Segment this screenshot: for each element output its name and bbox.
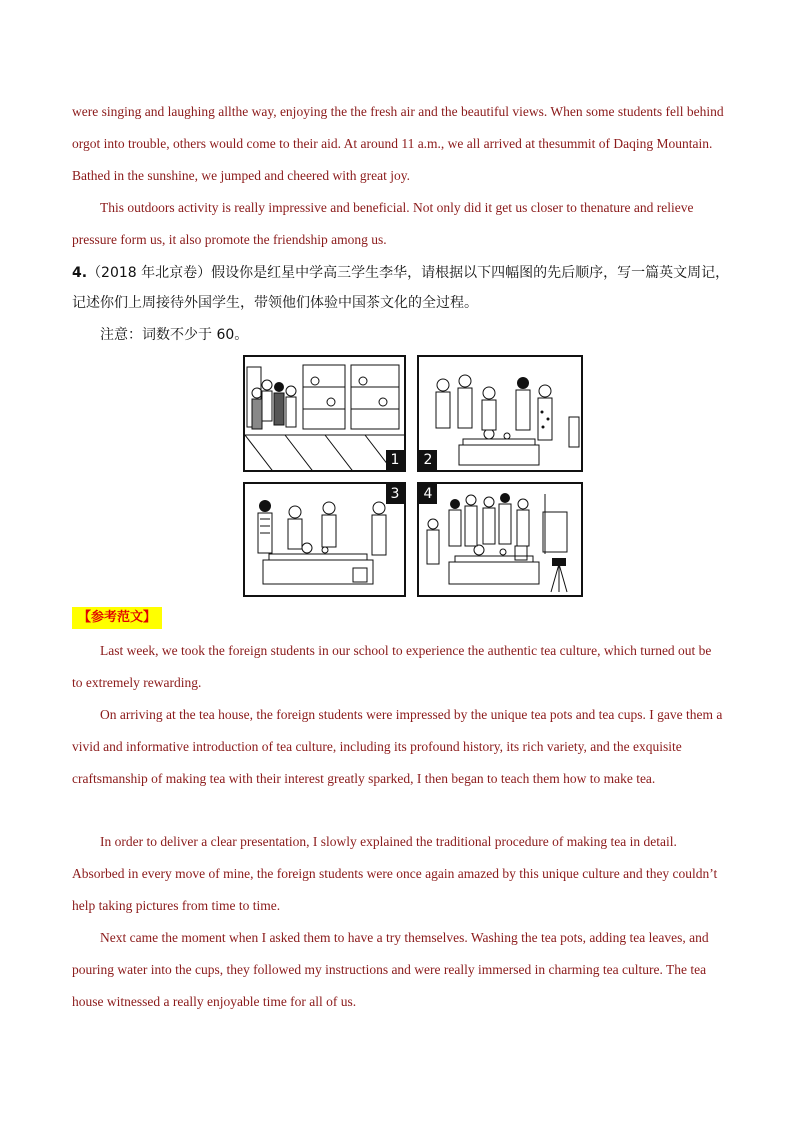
comic-panel-3 xyxy=(243,482,406,597)
reference-paragraph-4: Next came the moment when I asked them to have a try themselves. Washing the tea pots, adding tea leaves, and pouring water into the cups, they followed my instructions and were really immersed in charming tea culture. The tea house witnessed a really enjoyable time for all of us. xyxy=(72,930,709,1009)
comic-panel-4 xyxy=(417,482,583,597)
panel-number-1: 1 xyxy=(386,450,404,470)
reference-paragraph-1: Last week, we took the foreign students in our school to experience the authentic tea culture, which turned out be to extremely rewarding. xyxy=(72,643,712,690)
question-text: （2018 年北京卷）假设你是红星中学高三学生李华，请根据以下四幅图的先后顺序，写一篇英文周记，记述你们上周接待外国学生，带领他们体验中国茶文化的全过程。 xyxy=(72,265,730,311)
essay-paragraph-2: This outdoors activity is really impressive and beneficial. Not only did it get us closer to thenature and relieve pressure form us, it also promote the friendship among us. xyxy=(72,200,694,247)
question-number: 4. xyxy=(72,265,88,281)
tea-demonstration-illustration xyxy=(245,484,406,597)
essay-paragraph-1: were singing and laughing allthe way, enjoying the the fresh air and the beautiful views. When some students fell behind orgot into trouble, others would come to their aid. At around 11 a.m., we all arrived at thesummit of Daqing Mountain. Bathed in the sunshine, we jumped and cheered with great joy. xyxy=(72,104,724,183)
comic-strip xyxy=(243,355,583,597)
panel-number-3: 3 xyxy=(386,484,404,504)
students-practice-illustration xyxy=(419,484,583,597)
comic-panel-2 xyxy=(417,355,583,472)
panel-number-2: 2 xyxy=(419,450,437,470)
question-note: 注意：词数不少于 60。 xyxy=(100,327,249,343)
reference-paragraph-3: In order to deliver a clear presentation, I slowly explained the traditional procedure of making tea in detail. Absorbed in every move of mine, the foreign students were once again amazed by this unique culture and they couldn’t help taking pictures from time to time. xyxy=(72,834,718,913)
reference-essay-label: 【参考范文】 xyxy=(72,607,162,629)
reference-paragraph-2: On arriving at the tea house, the foreign students were impressed by the unique tea pots and tea cups. I gave them a vivid and informative introduction of tea culture, including its profound history, its rich variety, and the exquisite craftsmanship of making tea with their interest greatly sparked, I then began to teach them how to make tea. xyxy=(72,707,723,786)
tea-shop-display-illustration xyxy=(245,357,406,472)
comic-panel-1 xyxy=(243,355,406,472)
question-4 xyxy=(72,258,732,318)
tea-introduction-illustration xyxy=(419,357,583,472)
panel-number-4: 4 xyxy=(419,484,437,504)
